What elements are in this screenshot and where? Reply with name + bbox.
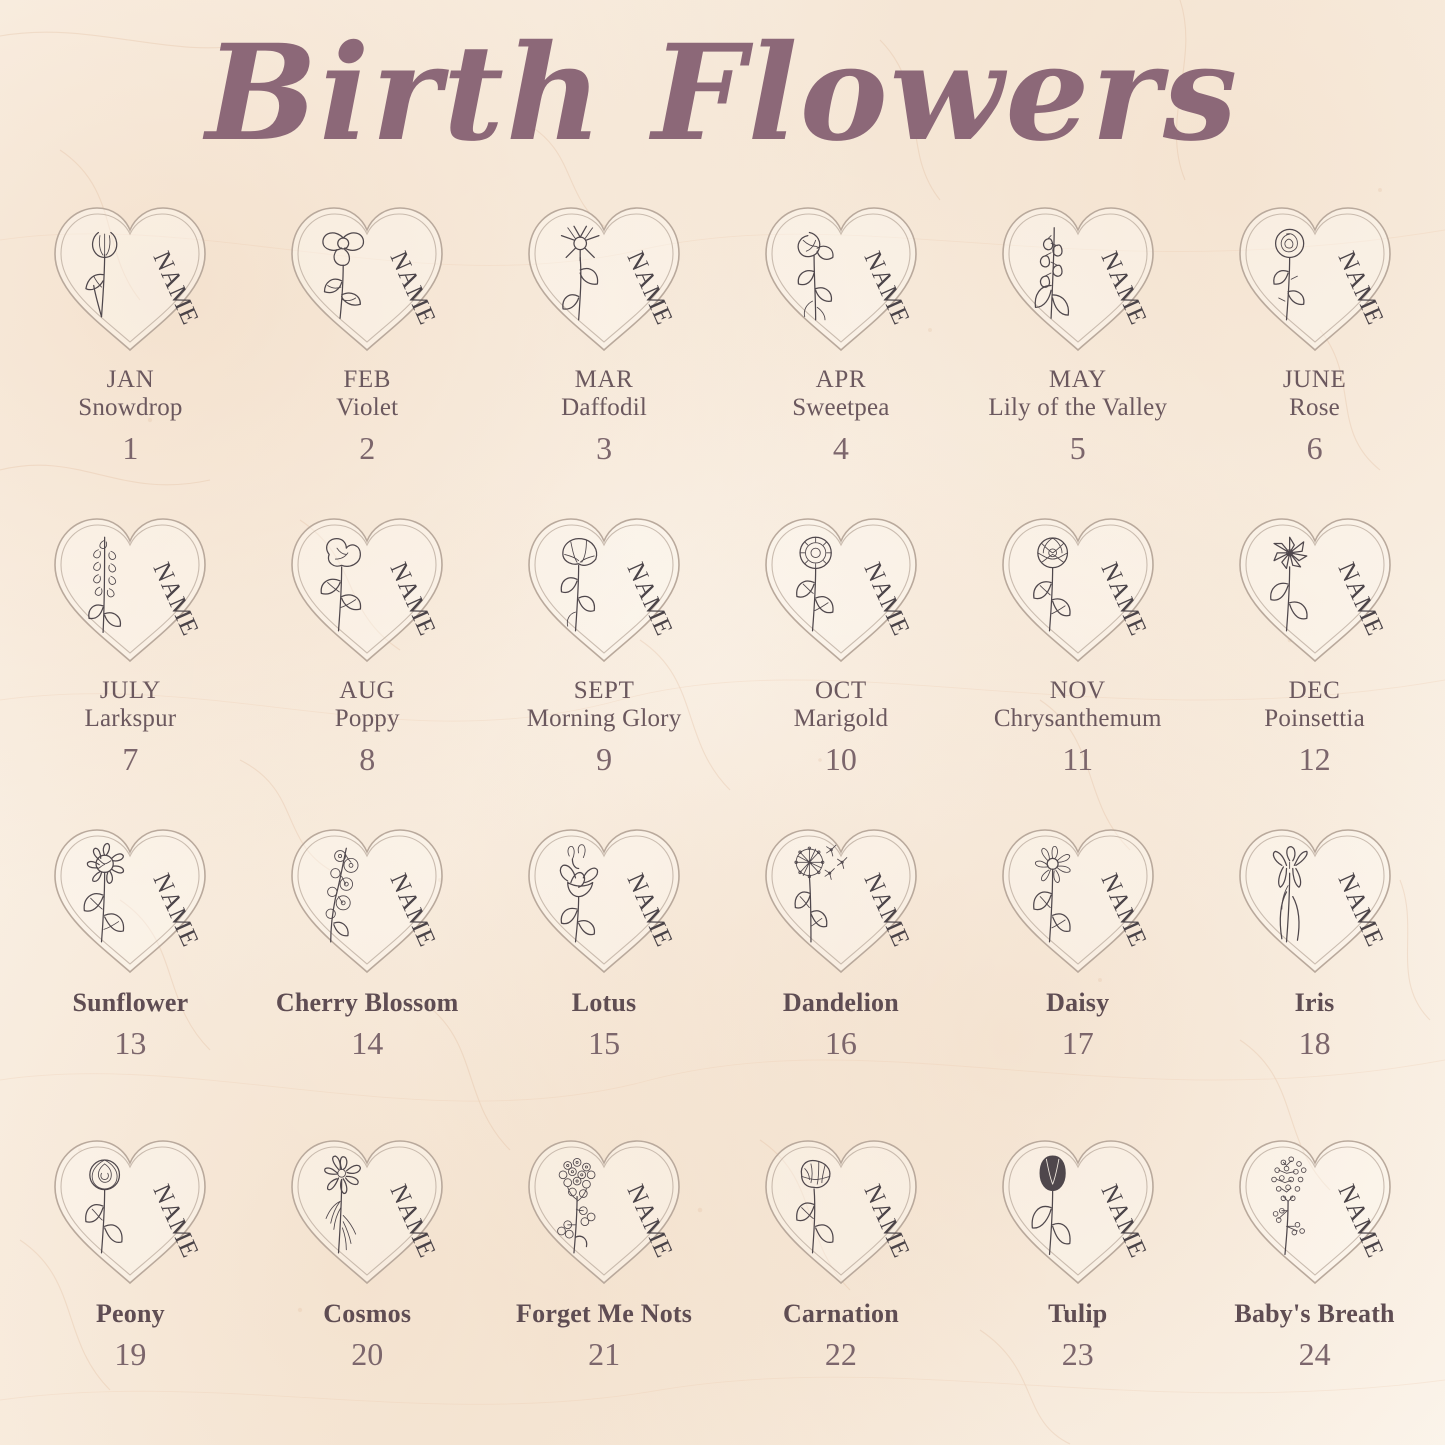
option-number: 21 — [588, 1336, 621, 1373]
birth-flower-card[interactable] — [959, 192, 1196, 503]
flower-name-label: Lily of the Valley — [988, 394, 1168, 421]
month-label: NOV — [1049, 677, 1106, 704]
month-label: FEB — [343, 366, 392, 393]
svg-text:NAME: NAME — [1332, 1180, 1389, 1263]
heart-charm[interactable] — [515, 1125, 693, 1293]
flower-name-label: Baby's Breath — [1234, 1299, 1395, 1328]
svg-text:NAME: NAME — [147, 869, 205, 952]
birth-flower-card[interactable] — [12, 814, 249, 1125]
option-number: 10 — [824, 741, 857, 777]
card-labels — [84, 677, 176, 733]
svg-text:NAME: NAME — [1332, 247, 1389, 330]
month-label: SEPT — [573, 677, 635, 704]
svg-text:NAME: NAME — [621, 558, 678, 641]
birth-flower-card[interactable] — [722, 192, 959, 503]
month-label: JAN — [106, 366, 155, 393]
flower-name-label: Cosmos — [323, 1299, 412, 1328]
birth-flower-card[interactable] — [249, 503, 486, 814]
flower-name-label: Poppy — [334, 705, 400, 732]
birth-flower-card[interactable] — [1196, 503, 1433, 814]
heart-charm[interactable] — [989, 814, 1167, 982]
flower-name-label: Carnation — [782, 1299, 899, 1328]
heart-charm[interactable] — [1226, 814, 1404, 982]
heart-charm[interactable] — [515, 814, 693, 982]
svg-text:NAME: NAME — [384, 558, 441, 641]
month-label: AUG — [339, 677, 396, 704]
birth-flower-card[interactable] — [1196, 1125, 1433, 1436]
birth-flower-card[interactable] — [959, 814, 1196, 1125]
option-number: 14 — [351, 1025, 384, 1062]
heart-charm[interactable] — [41, 192, 219, 360]
flower-name-label: Sweetpea — [792, 394, 890, 421]
month-label: DEC — [1288, 677, 1341, 704]
svg-text:NAME: NAME — [621, 869, 678, 952]
flower-name-label: Rose — [1289, 394, 1340, 421]
birth-flower-card[interactable] — [486, 192, 723, 503]
svg-text:NAME: NAME — [1095, 1180, 1152, 1263]
month-label: JULY — [99, 677, 161, 704]
svg-text:NAME: NAME — [1095, 558, 1152, 641]
option-number: 13 — [114, 1025, 147, 1062]
birth-flower-card[interactable] — [12, 1125, 249, 1436]
flower-name-label: Daisy — [1046, 988, 1110, 1017]
option-number: 5 — [1069, 430, 1086, 466]
card-labels — [994, 677, 1162, 733]
heart-charm[interactable] — [278, 503, 456, 671]
birth-flower-card[interactable] — [12, 503, 249, 814]
card-labels — [527, 677, 682, 733]
birth-flower-card[interactable] — [959, 503, 1196, 814]
month-label: APR — [815, 366, 867, 393]
heart-charm[interactable] — [989, 1125, 1167, 1293]
heart-charm[interactable] — [278, 192, 456, 360]
option-number: 17 — [1061, 1025, 1094, 1062]
flower-name-label: Morning Glory — [526, 705, 682, 732]
option-number: 4 — [832, 430, 849, 466]
birth-flower-card[interactable] — [486, 814, 723, 1125]
option-number: 12 — [1298, 741, 1331, 777]
card-labels — [783, 988, 899, 1017]
heart-charm[interactable] — [752, 814, 930, 982]
birth-flower-card[interactable] — [959, 1125, 1196, 1436]
svg-text:NAME: NAME — [621, 1180, 678, 1263]
svg-text:NAME: NAME — [1095, 247, 1152, 330]
card-labels — [336, 366, 398, 422]
card-labels — [561, 366, 647, 422]
card-labels — [276, 988, 459, 1017]
month-label: JUNE — [1282, 366, 1347, 393]
heart-charm[interactable] — [41, 503, 219, 671]
flower-name-label: Daffodil — [561, 394, 647, 421]
flower-name-label: Poinsettia — [1264, 705, 1365, 732]
svg-text:NAME: NAME — [1332, 558, 1389, 641]
card-labels — [1234, 1299, 1394, 1328]
option-number: 20 — [351, 1336, 384, 1373]
month-label: OCT — [815, 677, 867, 704]
heart-charm[interactable] — [752, 503, 930, 671]
card-labels — [1048, 1299, 1107, 1328]
option-number: 18 — [1298, 1025, 1331, 1062]
card-labels — [72, 988, 188, 1017]
birth-flower-card[interactable] — [722, 814, 959, 1125]
option-number: 11 — [1062, 741, 1094, 777]
option-number: 9 — [596, 741, 613, 777]
heart-charm[interactable] — [515, 503, 693, 671]
birth-flower-card[interactable] — [722, 503, 959, 814]
birth-flower-card[interactable] — [1196, 192, 1433, 503]
birth-flower-card[interactable] — [249, 814, 486, 1125]
svg-text:NAME: NAME — [384, 1180, 441, 1263]
flower-name-label: Sunflower — [72, 988, 189, 1017]
flower-name-label: Snowdrop — [78, 394, 183, 421]
svg-text:NAME: NAME — [858, 869, 915, 952]
heart-charm[interactable] — [752, 1125, 930, 1293]
option-number: 15 — [588, 1025, 621, 1062]
card-labels — [1295, 988, 1335, 1017]
card-labels — [1283, 366, 1347, 422]
option-number: 22 — [824, 1336, 857, 1373]
flower-name-label: Tulip — [1048, 1299, 1108, 1328]
option-number: 8 — [359, 741, 376, 777]
svg-text:NAME: NAME — [858, 558, 915, 641]
heart-charm[interactable] — [515, 192, 693, 360]
flower-name-label: Marigold — [793, 705, 889, 732]
card-labels — [1046, 988, 1109, 1017]
option-number: 24 — [1298, 1336, 1331, 1373]
card-labels — [96, 1299, 165, 1328]
option-number: 3 — [596, 430, 613, 466]
svg-text:NAME: NAME — [384, 247, 441, 330]
heart-charm[interactable] — [1226, 1125, 1404, 1293]
birth-flower-card[interactable] — [12, 192, 249, 503]
birth-flower-grid — [12, 192, 1433, 1436]
option-number: 16 — [824, 1025, 857, 1062]
flower-name-label: Iris — [1294, 988, 1335, 1017]
flower-name-label: Forget Me Nots — [516, 1299, 693, 1328]
flower-name-label: Peony — [95, 1299, 165, 1328]
card-labels — [988, 366, 1167, 422]
heart-charm[interactable] — [989, 192, 1167, 360]
svg-text:NAME: NAME — [147, 1180, 205, 1263]
svg-text:NAME: NAME — [1332, 869, 1389, 952]
page-title: Birth Flowers — [205, 16, 1240, 171]
option-number: 1 — [122, 430, 139, 466]
card-labels — [1264, 677, 1365, 733]
birth-flower-card[interactable] — [722, 1125, 959, 1436]
flower-name-label: Cherry Blossom — [275, 988, 459, 1017]
heart-charm[interactable] — [278, 814, 456, 982]
option-number: 7 — [122, 741, 139, 777]
birth-flower-card[interactable] — [486, 503, 723, 814]
card-labels — [78, 366, 182, 422]
option-number: 2 — [359, 430, 376, 466]
birth-flower-card[interactable] — [486, 1125, 723, 1436]
option-number: 23 — [1061, 1336, 1094, 1373]
card-labels — [794, 677, 889, 733]
month-label: MAR — [574, 366, 634, 393]
heart-charm[interactable] — [278, 1125, 456, 1293]
option-number: 19 — [114, 1336, 147, 1373]
flower-name-label: Chrysanthemum — [993, 705, 1162, 732]
heart-charm[interactable] — [41, 814, 219, 982]
birth-flower-card[interactable] — [249, 192, 486, 503]
card-labels — [335, 677, 400, 733]
birth-flower-card[interactable] — [249, 1125, 486, 1436]
svg-text:NAME: NAME — [147, 558, 205, 641]
heart-charm[interactable] — [41, 1125, 219, 1293]
card-labels — [792, 366, 889, 422]
svg-text:NAME: NAME — [621, 247, 678, 330]
option-number: 6 — [1306, 430, 1323, 466]
month-label: MAY — [1048, 366, 1107, 393]
card-labels — [516, 1299, 692, 1328]
card-labels — [572, 988, 637, 1017]
svg-text:NAME: NAME — [858, 247, 915, 330]
flower-name-label: Dandelion — [782, 988, 899, 1017]
heart-charm[interactable] — [989, 503, 1167, 671]
heart-charm[interactable] — [1226, 503, 1404, 671]
svg-text:NAME: NAME — [147, 247, 205, 330]
heart-charm[interactable] — [752, 192, 930, 360]
flower-name-label: Violet — [336, 394, 399, 421]
flower-name-label: Larkspur — [84, 705, 177, 732]
card-labels — [783, 1299, 899, 1328]
svg-text:NAME: NAME — [858, 1180, 915, 1263]
svg-text:NAME: NAME — [384, 869, 441, 952]
birth-flower-card[interactable] — [1196, 814, 1433, 1125]
svg-text:NAME: NAME — [1095, 869, 1152, 952]
flower-name-label: Lotus — [571, 988, 637, 1017]
heart-charm[interactable] — [1226, 192, 1404, 360]
card-labels — [323, 1299, 411, 1328]
